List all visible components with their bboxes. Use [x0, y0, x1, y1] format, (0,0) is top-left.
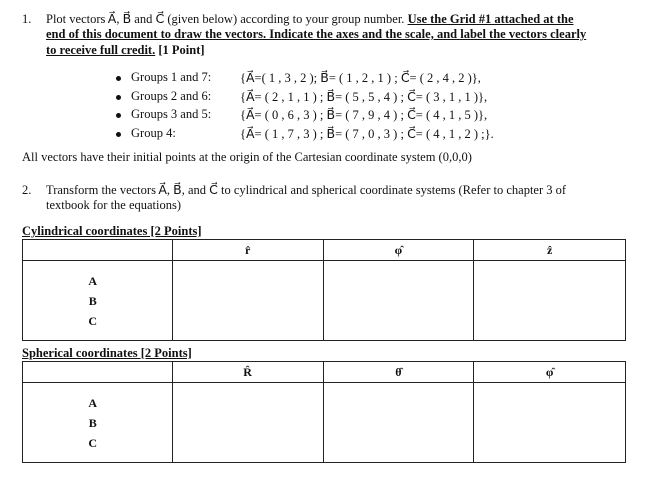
header-phi-hat: φ̂ — [474, 362, 626, 383]
bullet-icon — [116, 113, 121, 118]
spherical-title: Spherical coordinates [2 Points] — [22, 346, 192, 360]
header-big-r-hat: R̂ — [172, 362, 323, 383]
header-phi-hat: φ̂ — [323, 240, 474, 261]
group-vectors: {A⃗= ( 2 , 1 , 1 ) ; B⃗= ( 5 , 5 , 4 ) ; C⃗= ( 3 , 1 , 1 )}, — [240, 90, 488, 104]
q1-line-3 — [46, 43, 205, 58]
header-r-hat: r̂ — [172, 240, 323, 261]
q1-intro: Plot vectors A⃗, B⃗ and C⃗ (given below) according to your group number. — [46, 12, 405, 26]
bullet-icon — [116, 132, 121, 137]
q2-line-1 — [22, 182, 566, 198]
group-vectors: {A⃗= ( 1 , 7 , 3 ) ; B⃗= ( 7 , 0 , 3 ) ; C⃗= ( 4 , 1 , 2 ) ;}. — [240, 127, 494, 141]
group-label: Group 4: — [131, 126, 176, 140]
answer-cell[interactable] — [172, 383, 323, 463]
cylindrical-table — [22, 239, 626, 341]
bullet-icon — [116, 95, 121, 100]
group-label: Groups 2 and 6: — [131, 89, 212, 103]
vector-label-cell — [23, 261, 173, 341]
spherical-header-row — [23, 362, 626, 383]
q1-underlined-3: to receive full credit. — [46, 43, 156, 57]
bullet-icon — [116, 76, 121, 81]
group-label: Groups 1 and 7: — [131, 70, 212, 84]
spherical-table — [22, 361, 626, 463]
cylindrical-title: Cylindrical coordinates [2 Points] — [22, 224, 202, 238]
q1-underlined-1: Use the Grid #1 attached at the — [407, 12, 574, 26]
empty-cell — [23, 240, 173, 261]
table-row — [23, 261, 626, 341]
q1-underlined-2: end of this document to draw the vectors. Indicate the axes and the scale, and label the vectors clearly — [46, 27, 587, 41]
header-z-hat: ẑ — [474, 240, 626, 261]
vector-label-cell — [23, 383, 173, 463]
answer-cell[interactable] — [323, 383, 474, 463]
cylindrical-header-row — [23, 240, 626, 261]
vector-c-label: C⃗ — [88, 435, 107, 450]
answer-cell[interactable] — [474, 383, 626, 463]
empty-cell — [23, 362, 173, 383]
q2-text-2: textbook for the equations) — [46, 198, 182, 212]
q1-number: 1. — [22, 12, 32, 26]
vector-a-label: A⃗ — [88, 273, 107, 288]
answer-cell[interactable] — [474, 261, 626, 341]
origin-note: All vectors have their initial points at the origin of the Cartesian coordinate system (0,0,0) — [22, 150, 472, 164]
answer-cell[interactable] — [323, 261, 474, 341]
group-label: Groups 3 and 5: — [131, 107, 212, 121]
q1-line-2 — [46, 27, 586, 42]
group-vectors: {A⃗=( 1 , 3 , 2 ); B⃗= ( 1 , 2 , 1 ) ; C⃗= ( 2 , 4 , 2 )}, — [240, 71, 481, 85]
vector-b-label: B⃗ — [88, 415, 107, 430]
table-row — [23, 383, 626, 463]
q2-number: 2. — [22, 183, 32, 197]
vector-a-label: A⃗ — [88, 395, 107, 410]
vector-c-label: C⃗ — [88, 313, 107, 328]
q1-points: [1 Point] — [158, 43, 205, 57]
answer-cell[interactable] — [172, 261, 323, 341]
q2-text-1: Transform the vectors A⃗, B⃗, and C⃗ to cylindrical and spherical coordinate systems (Refer to chapter 3 of — [46, 183, 567, 197]
header-theta-hat: θ̂ — [323, 362, 474, 383]
group-vectors: {A⃗= ( 0 , 6 , 3 ) ; B⃗= ( 7 , 9 , 4 ) ; C⃗= ( 4 , 1 , 5 )}, — [240, 108, 488, 122]
q1-line-1 — [22, 11, 574, 27]
vector-b-label: B⃗ — [88, 293, 107, 308]
